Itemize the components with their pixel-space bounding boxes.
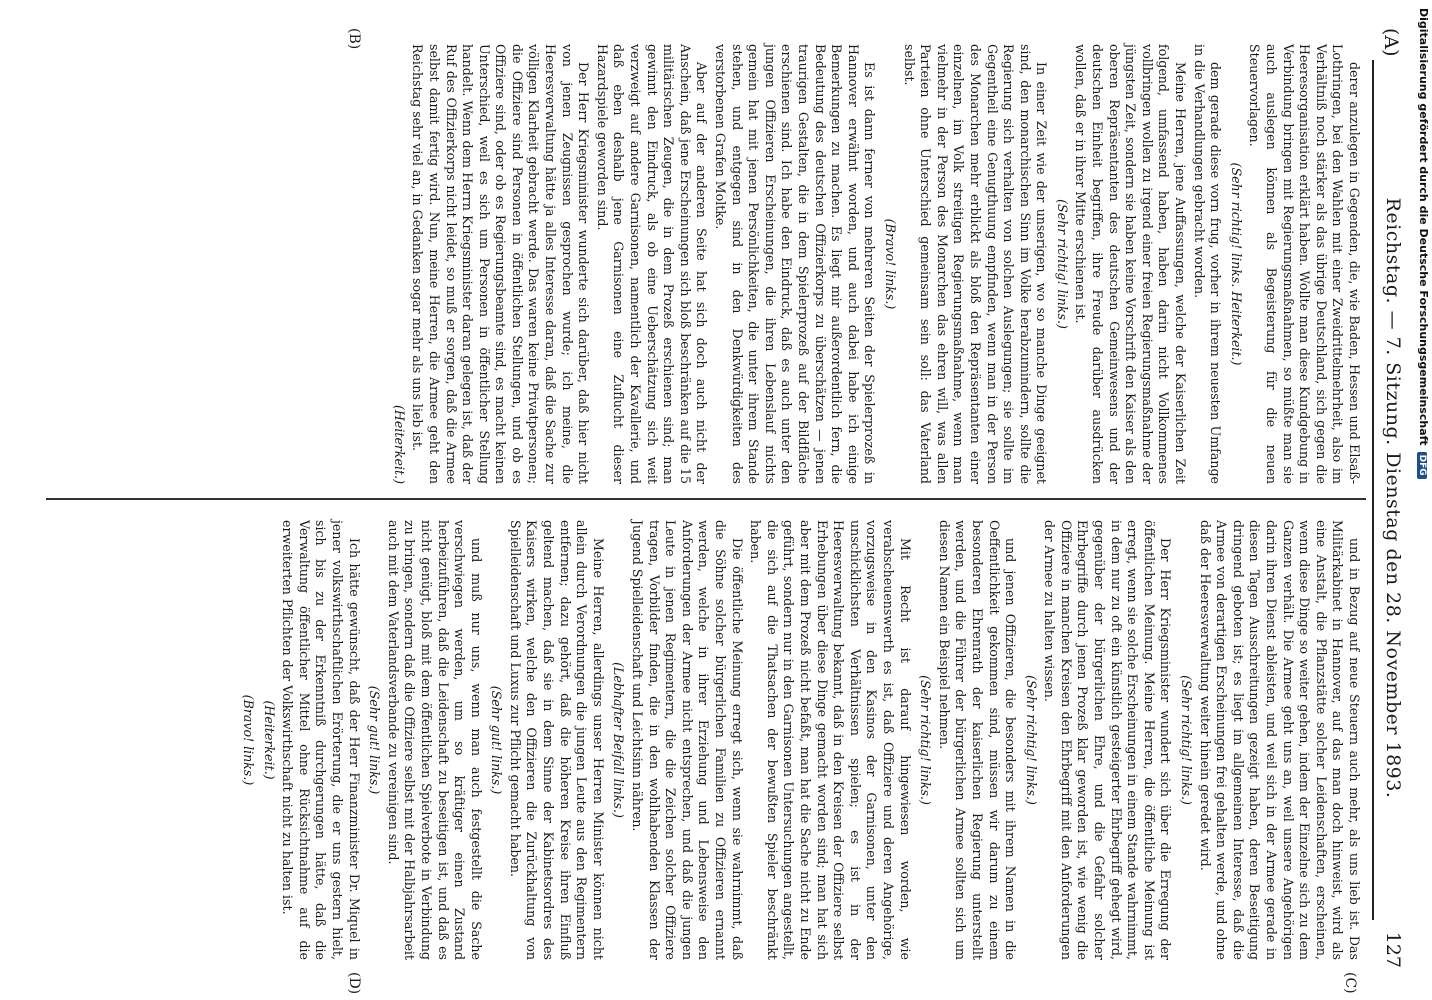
left-interjection: (Sehr richtig! links. Heiterkeit.) — [1228, 162, 1244, 366]
right-paragraph: Ich hätte gewünscht, daß der Herr Finanzminister Dr. Miquel in jener volkswirthschaftlichen Erörterung, die er uns gestern hielt, sich bis zu der Erkenntniß durchgerungen hätte, daß die Verwaltung öffentlicher Mittel ohne Rücksichtnahme auf die erweiterten Pflichten der Volkswirthschaft nicht zu halten ist. — [280, 520, 362, 960]
left-column — [384, 44, 1362, 484]
sidebar-credit-text: Digitalisierung gefördert durch die Deutsche Forschungsgemeinschaft — [1417, 8, 1430, 446]
right-paragraph: und muß nur uns, wenn man auch festgestellt die Sache verschwiegen werden, um so kräftiger einen Zustand herbeizuführen, daß die Leidenschaft zu beseitigen ist, und daß es nicht genügt, bloß mit dem öffentlichen Spielverbote in Verbindung zu bringen, sondern daß die Offiziere selbst mit der Halbjahrsarbeit auch mit dem Vaterlandsverbande zu vereinigen sind. — [385, 520, 484, 960]
header-section-marker: (A) — [1380, 28, 1402, 57]
left-paragraph: Aber auf der anderen Seite hat sich doch auch nicht der Anschein, daß jene Erscheinungen sich bloß beschränken auf die 15 militärischen Zeugen, die in dem Prozeß erschienen sind; man gewinnt den Eindruck, als ob eine Ueberschätzung sich weit verzweigt auf andere Garnisonen, namentlich der Kavallerie, und daß eben deshalb jene Garnisonen eine Zuflucht dieser Hazardspiele geworden sind. — [594, 44, 710, 484]
digitization-sidebar — [1412, 0, 1432, 1000]
right-interjection: (Sehr gut! links.) — [367, 685, 383, 795]
page-number: 127 — [1382, 931, 1404, 968]
dfg-logo: DFG — [1417, 452, 1427, 479]
right-interjection: (Sehr richtig! links.) — [1023, 675, 1039, 805]
right-interjection: (Lebhafter Beifall links.) — [611, 662, 627, 818]
right-interjection: (Sehr gut! links.) — [489, 685, 505, 795]
sidebar-credit — [1414, 8, 1430, 988]
margin-marker-b: (B) — [346, 28, 362, 50]
right-paragraph: Die öffentliche Meinung erregt sich, wenn sie wahrnimmt, daß die Söhne solcher bürgerlichen Familien zu Offizieren ernannt werden, welche in ihrer Erziehung und Lebensweise den Anforderungen der Armee nicht entsprechen, und daß die jungen Leute in jenen Regimentern, die die Zeichen solcher Offiziere tragen, Vorbilder finden, die in den wohlhabenden Klassen der Jugend Spielleidenschaft und Leichtsinn nähren. — [630, 520, 745, 960]
right-paragraph: Mit Recht ist darauf hingewiesen worden, wie verabscheuenswerth es ist, daß Offiziere und deren Angehörige, vorzugsweise in den Kasinos der Garnisonen, unter den unschicklichsten Verhältnissen spielen; es ist in der Heeresverwaltung bekannt, daß in den Kreisen der Offiziere selbst Erhebungen über diese Dinge gemacht worden sind; man hat sich aber mit dem Prozeß nicht befaßt, man hat die Sache nicht zu Ende geführt, sondern nur in den Garnisonen Untersuchungen angestellt, die sich auf die Thatsachen der bewußten Spieler beschränkt haben. — [748, 520, 913, 960]
left-paragraph: Meine Herren, jene Auffassungen, welche der Kaiserlichen Zeit folgend, umfassend haben, haben darin nicht Vollkommenes vollbringen wollen zu irgend einer freien Regierungsmaßnahme der jüngsten Zeit, sondern sie haben keine Vorschrift den Kaiser als den oberen Repräsentanten des deutschen Gemeinwesens und der deutschen Einheit begriffen, ihre Freude darüber ausdrücken wollen, daß er in ihrer Mitte erschienen ist. — [1073, 44, 1189, 484]
left-paragraph: derer anzulegen in Gegenden, die, wie Baden, Hessen und Elsaß-Lothringen, bei den Wahlen mit einer Zweidrittelmehrheit, also im Verhältniß noch stärker als das übrige Deutschland, sich gegen die Heeresorganisation erklärt haben. Wollte man diese Kundgebung in Verbindung bringen mit Regierungsmaßnahmen, so müßte man sie auch auslegen können als Begeisterung für die neuen Steuervorlagen. — [1247, 44, 1362, 484]
left-paragraph: Der Herr Kriegsminister wunderte sich darüber, daß hier nicht von jenen Zeugnissen gesprochen wurde; ich meine, die Heeresverwaltung hätte ja alles Interesse daran, daß die Sache zur völligen Klarheit gebracht werde. Das waren keine Privatpersonen; die Offiziere sind Personen in öffentlichen Stellungen, und ob es Offiziere sind, oder ob es Regierungsbeamte sind, es macht keinen Unterschied, weil es sich um Personen in öffentlicher Stellung handelt. Wenn dem Herrn Kriegsminister daran gelegen ist, daß der Ruf des Offizierkorps nicht leidet, so muß er sorgen, daß die Armee selbst damit fertig wird. Nun, meine Herren, die Armee geht den Reichstag sehr viel an, in Gedanken sogar mehr als uns lieb ist. — [410, 44, 592, 484]
page-header — [1374, 28, 1404, 968]
left-paragraph: dem gerade diese vorn frug, vorher in ihrem neuesten Umfange in die Verhandlungen gebracht worden. — [1191, 44, 1224, 484]
right-paragraph: Der Herr Kriegsminister wundert sich über die Erregung der öffentlichen Meinung. Meine Herren, die öffentliche Meinung ist erregt, wenn sie solche Erscheinungen in einem Stande wahrnimmt, in dem nur zu oft ein künstlich gesteigerter Ehrbegriff gehegt wird, gegenüber der bürgerlichen Ehre, und die Gefahr solcher Ehrbegriffe durch jenen Prozeß klar geworden ist, wie wenig die Offiziere in manchen Kreisen den Ehrbegriff mit den Anforderungen der Armee zu halten wissen. — [1042, 520, 1174, 960]
right-paragraph: Meine Herren, allerdings unser Herren Minister können nicht allein durch Verordnungen die jungen Leute aus den Regimentern entfernen; dazu gehört, daß die höheren Kreise ihren Einfluß geltend machen, daß sie in dem Sinne der Kabinetsordres des Kaisers wirken, welche den Offizieren die Zurückhaltung von Spielleidenschaft und Luxus zur Pflicht gemacht haben. — [507, 520, 606, 960]
margin-marker-c: (C) — [1342, 972, 1358, 994]
margin-marker-d: (D) — [346, 972, 362, 995]
page-title: Reichstag. — 7. Sitzung. Dienstag den 28. November 1893. — [1382, 197, 1404, 799]
left-interjection: (Bravo! links.) — [882, 218, 898, 310]
column-divider — [46, 498, 1366, 500]
right-column — [235, 520, 1362, 960]
left-interjection: (Heiterkeit.) — [391, 405, 407, 484]
right-interjection: (Sehr richtig! links.) — [1179, 675, 1195, 805]
header-rule — [1372, 60, 1374, 920]
right-interjection: (Sehr richtig! links.) — [918, 675, 934, 805]
left-paragraph: Es ist dann ferner von mehreren Seiten der Spielerprozeß in Hannover erwähnt worden, und auch dabei habe ich einige Bemerkungen zu machen. Es liegt mir außerordentlich fern, die Bedeutung des deutschen Offizierkorps zu überschätzen — jenen traurigen Gestalten, die in dem Spielerprozeß auf der Bildfläche erschienen sind. Ich habe den Eindruck, daß es auch unter den jungen Offizieren Erscheinungen, die ihren Lebenslauf nichts gemein hat mit jenen Persönlichkeiten, die unter ihrem Stande stehen, und entgegen sind in den Denkwürdigkeiten des verstorbenen Grafen Moltke. — [713, 44, 878, 484]
right-paragraph: und jenen Offizieren, die besonders mit ihrem Namen in die Oeffentlichkeit gekommen sind, müssen wir darum zu einem besonderen Ehrenrath der kaiserlichen Regierung unterstellt werden, und die Führer der bürgerlichen Armee sollten sich um diesen Namen ein Beispiel nehmen. — [936, 520, 1019, 960]
right-interjection: (Heiterkeit.) — [261, 700, 277, 780]
right-paragraph: und in Bezug auf neue Steuern auch mehr, als uns lieb ist. Das Militärkabinet in Hannover, auf das man doch hinweist, wird als eine Anstalt, die Pflanzstätte solcher Leidenschaften, erscheinen, wenn diese Dinge so weiter gehen, indem der Einzelne sich zu dem Ganzen verhält. Die Armee geht uns an, weil unsere Angehörigen darin ihren Dienst ableisten, und weil sich in der Armee gerade in diesen Tagen Ausschreitungen gezeigt haben, deren Beseitigung dringend geboten ist; es liegt im allgemeinen Interesse, daß die Armee von derartigen Erscheinungen frei gehalten werde, und ohne daß der Heeresverwaltung weiter hinein geredet wird. — [1197, 520, 1362, 960]
right-interjection: (Bravo! links.) — [241, 694, 256, 786]
left-paragraph: In einer Zeit wie der unserigen, wo so manche Dinge geeignet sind, den monarchischen Sinn im Volke herabzumindern, sollte die Regierung sich verhalten von solchen Auslegungen; sie sollte im Gegentheil eine Genugthuung empfinden, wenn man in der Person des Monarchen mehr erblickt als bloß den Repräsentanten einer einzelnen, im Volk streitigen Regierungsmaßnahme, wenn man vielmehr in der Person des Monarchen das ehren will, was allen Parteien ohne Unterschied gemeinsam sein soll: das Vaterland selbst. — [901, 44, 1050, 484]
left-interjection: (Sehr richtig! links.) — [1054, 199, 1070, 329]
